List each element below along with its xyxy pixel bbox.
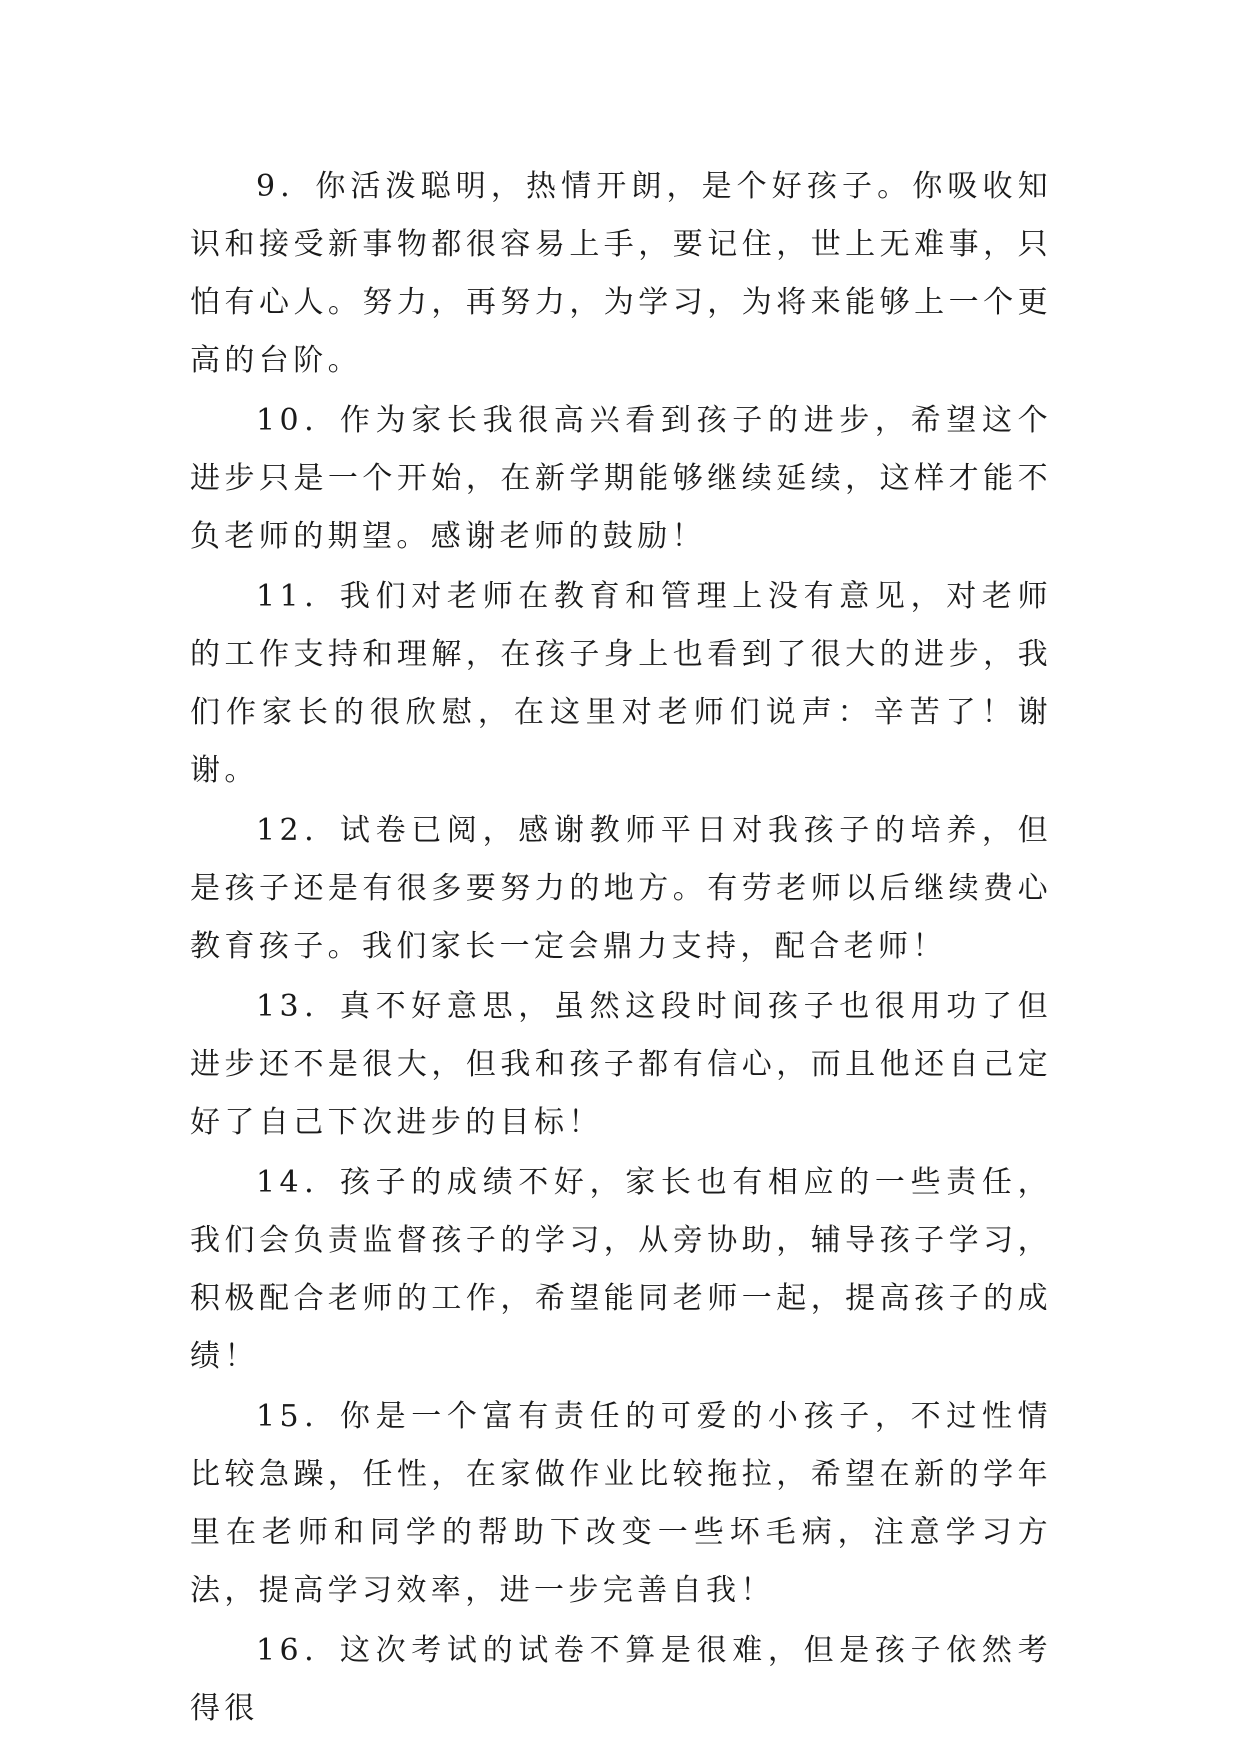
paragraph-16: 16．这次考试的试卷不算是很难，但是孩子依然考得很 bbox=[190, 1633, 1052, 1726]
paragraph-11: 11．我们对老师在教育和管理上没有意见，对老师的工作支持和理解，在孩子身上也看到了很大的进步，我们作家长的很欣慰，在这里对老师们说声：辛苦了！谢谢。 bbox=[190, 579, 1052, 788]
paragraph-14: 14．孩子的成绩不好，家长也有相应的一些责任，我们会负责监督孩子的学习，从旁协助，辅导孩子学习，积极配合老师的工作，希望能同老师一起，提高孩子的成绩！ bbox=[190, 1165, 1052, 1374]
document-body bbox=[190, 158, 1052, 1740]
paragraph-12: 12．试卷已阅，感谢教师平日对我孩子的培养，但是孩子还是有很多要努力的地方。有劳老师以后继续费心教育孩子。我们家长一定会鼎力支持，配合老师！ bbox=[190, 813, 1052, 964]
paragraph-9: 9．你活泼聪明，热情开朗，是个好孩子。你吸收知识和接受新事物都很容易上手，要记住，世上无难事，只怕有心人。努力，再努力，为学习，为将来能够上一个更高的台阶。 bbox=[190, 169, 1052, 378]
paragraph-10: 10．作为家长我很高兴看到孩子的进步，希望这个进步只是一个开始，在新学期能够继续延续，这样才能不负老师的期望。感谢老师的鼓励！ bbox=[190, 403, 1052, 554]
paragraph-13: 13．真不好意思，虽然这段时间孩子也很用功了但进步还不是很大，但我和孩子都有信心，而且他还自己定好了自己下次进步的目标！ bbox=[190, 989, 1052, 1140]
paragraph-15: 15．你是一个富有责任的可爱的小孩子，不过性情比较急躁，任性，在家做作业比较拖拉，希望在新的学年里在老师和同学的帮助下改变一些坏毛病，注意学习方法，提高学习效率，进一步完善自我！ bbox=[190, 1399, 1052, 1608]
